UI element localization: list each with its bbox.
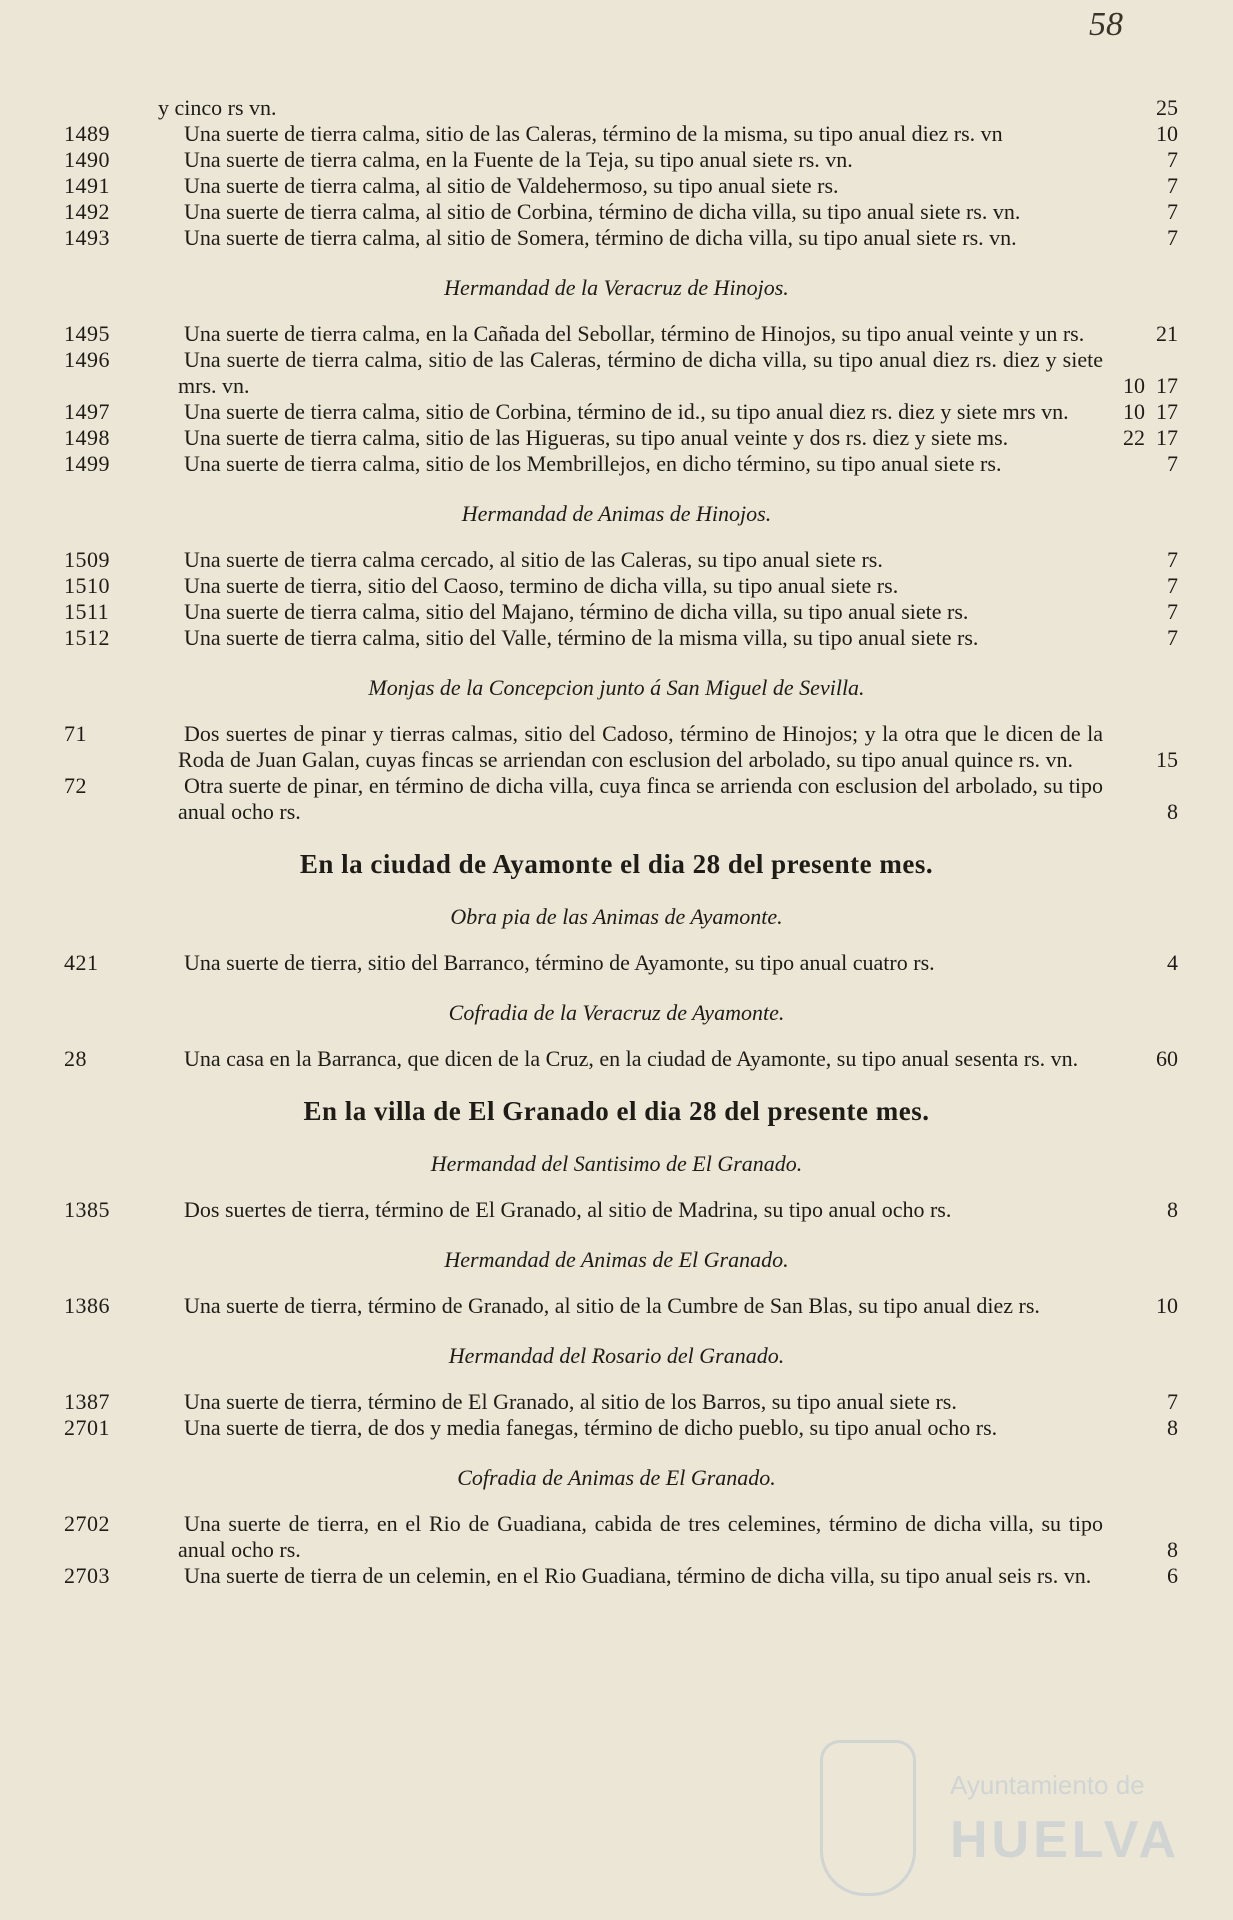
annual-value: 22 17 [1123, 425, 1178, 450]
locality-heading: En la ciudad de Ayamonte el dia 28 del presente mes. [299, 849, 934, 879]
lot-description: Una suerte de tierra calma, sitio del Valle, término de la misma villa, su tipo anual siete rs. [184, 625, 979, 650]
lot-description: Una suerte de tierra, de dos y media fanegas, término de dicho pueblo, su tipo anual ocho rs. [184, 1415, 998, 1440]
lot-number: 28 [64, 1046, 87, 1071]
lot-description: Una suerte de tierra, en el Rio de Guadiana, cabida de tres celemines, término de dicha villa, su tipo anual ocho rs. [178, 1511, 1103, 1562]
lot-description: Una suerte de tierra calma, al sitio de Corbina, término de dicha villa, su tipo anual siete rs. vn. [184, 199, 1021, 224]
watermark [820, 1740, 1181, 1890]
watermark-line1: Ayuntamiento de [950, 1770, 1145, 1800]
lot-description: Una suerte de tierra calma, en la Fuente de la Teja, su tipo anual siete rs. vn. [184, 147, 853, 172]
list-item [0, 121, 1233, 147]
lot-description: Una suerte de tierra, término de El Granado, al sitio de los Barros, su tipo anual siete rs. [184, 1389, 957, 1414]
annual-value: 10 [1156, 1293, 1178, 1318]
list-item [0, 547, 1233, 573]
list-item [0, 347, 1233, 399]
list-item [0, 1415, 1233, 1441]
lot-description: Una suerte de tierra calma, al sitio de Somera, término de dicha villa, su tipo anual siete rs. vn. [184, 225, 1017, 250]
list-item [0, 399, 1233, 425]
list-item [0, 1511, 1233, 1563]
list-item [0, 1293, 1233, 1319]
lot-description: Una suerte de tierra, sitio del Caoso, termino de dicha villa, su tipo anual siete rs. [184, 573, 899, 598]
list-item [0, 199, 1233, 225]
lot-number: 1386 [64, 1293, 110, 1318]
annual-value: 8 [1167, 1197, 1178, 1222]
annual-value: 7 [1167, 573, 1178, 598]
lot-number: 1509 [64, 547, 110, 572]
lot-description: Una suerte de tierra calma, sitio de Corbina, término de id., su tipo anual diez rs. diez y siete mrs vn. [184, 399, 1069, 424]
lot-number: 1489 [64, 121, 110, 146]
list-item [0, 225, 1233, 251]
lot-number: 421 [64, 950, 99, 975]
lot-description: Una suerte de tierra calma, en la Cañada del Sebollar, término de Hinojos, su tipo anual veinte y un rs. [184, 321, 1085, 346]
annual-value: 60 [1156, 1046, 1178, 1071]
lot-description: Otra suerte de pinar, en término de dicha villa, cuya finca se arrienda con esclusion del arbolado, su tipo anual ocho rs. [178, 773, 1103, 824]
section-heading: Hermandad de la Veracruz de Hinojos. [444, 275, 789, 300]
list-item [0, 451, 1233, 477]
list-item [0, 599, 1233, 625]
lot-number: 72 [64, 773, 87, 798]
annual-value: 10 17 [1123, 399, 1178, 424]
list-item [0, 1563, 1233, 1589]
lot-number: 1498 [64, 425, 110, 450]
watermark-line2: HUELVA [950, 1811, 1181, 1869]
annual-value: 6 [1167, 1563, 1178, 1588]
list-item [0, 625, 1233, 651]
lot-number: 1496 [64, 347, 110, 372]
annual-value: 7 [1167, 173, 1178, 198]
annual-value: 7 [1167, 599, 1178, 624]
list-item [0, 95, 1233, 121]
annual-value: 15 [1156, 747, 1178, 772]
annual-value: 7 [1167, 199, 1178, 224]
lot-number: 1385 [64, 1197, 110, 1222]
lot-description: Una suerte de tierra calma, al sitio de Valdehermoso, su tipo anual siete rs. [184, 173, 839, 198]
annual-value: 21 [1156, 321, 1178, 346]
lot-number: 1497 [64, 399, 110, 424]
section-heading: Hermandad de Animas de El Granado. [444, 1247, 789, 1272]
list-item [0, 147, 1233, 173]
lot-number: 1492 [64, 199, 110, 224]
list-item [0, 1389, 1233, 1415]
lot-description: Dos suertes de tierra, término de El Granado, al sitio de Madrina, su tipo anual ocho rs. [184, 1197, 952, 1222]
lot-number: 1495 [64, 321, 110, 346]
section-heading: Hermandad de Animas de Hinojos. [461, 501, 772, 526]
lot-description: Una suerte de tierra calma, sitio de las Higueras, su tipo anual veinte y dos rs. diez y siete ms. [184, 425, 1009, 450]
coat-of-arms-icon [820, 1740, 916, 1896]
lot-number: 1510 [64, 573, 110, 598]
annual-value: 25 [1156, 95, 1178, 120]
annual-value: 8 [1167, 1415, 1178, 1440]
lot-description: Una suerte de tierra calma, sitio de las Caleras, término de dicha villa, su tipo anual diez rs. diez y siete mrs. vn. [178, 347, 1103, 398]
lot-description: Una suerte de tierra de un celemin, en el Rio Guadiana, término de dicha villa, su tipo anual seis rs. vn. [184, 1563, 1092, 1588]
lot-description: Una suerte de tierra calma, sitio del Majano, término de dicha villa, su tipo anual siete rs. [184, 599, 969, 624]
lot-number: 1387 [64, 1389, 110, 1414]
list-item [0, 773, 1233, 825]
lot-number: 1493 [64, 225, 110, 250]
annual-value: 4 [1167, 950, 1178, 975]
annual-value: 10 17 [1123, 373, 1178, 398]
section-heading: Monjas de la Concepcion junto á San Miguel de Sevilla. [368, 675, 865, 700]
locality-heading: En la villa de El Granado el dia 28 del presente mes. [303, 1096, 930, 1126]
list-item [0, 1197, 1233, 1223]
annual-value: 8 [1167, 1537, 1178, 1562]
list-item [0, 425, 1233, 451]
list-item [0, 573, 1233, 599]
lot-number: 1511 [64, 599, 110, 624]
lot-number: 2701 [64, 1415, 110, 1440]
list-item [0, 950, 1233, 976]
list-item [0, 321, 1233, 347]
lot-number: 1499 [64, 451, 110, 476]
lot-description: y cinco rs vn. [158, 95, 277, 120]
section-heading: Cofradia de Animas de El Granado. [457, 1465, 776, 1490]
annual-value: 7 [1167, 225, 1178, 250]
annual-value: 7 [1167, 547, 1178, 572]
document-body [0, 95, 1233, 1589]
folio-number: 58 [1089, 6, 1123, 43]
lot-number: 1512 [64, 625, 110, 650]
annual-value: 7 [1167, 625, 1178, 650]
annual-value: 7 [1167, 1389, 1178, 1414]
lot-number: 2702 [64, 1511, 110, 1536]
lot-description: Una suerte de tierra, sitio del Barranco, término de Ayamonte, su tipo anual cuatro rs. [184, 950, 935, 975]
lot-number: 1491 [64, 173, 110, 198]
annual-value: 10 [1156, 121, 1178, 146]
annual-value: 8 [1167, 799, 1178, 824]
lot-description: Una suerte de tierra, término de Granado, al sitio de la Cumbre de San Blas, su tipo anual diez rs. [184, 1293, 1040, 1318]
section-heading: Cofradia de la Veracruz de Ayamonte. [448, 1000, 785, 1025]
annual-value: 7 [1167, 451, 1178, 476]
list-item [0, 721, 1233, 773]
section-heading: Hermandad del Rosario del Granado. [448, 1343, 785, 1368]
list-item [0, 173, 1233, 199]
section-heading: Hermandad del Santisimo de El Granado. [430, 1151, 803, 1176]
lot-number: 2703 [64, 1563, 110, 1588]
lot-description: Una suerte de tierra calma, sitio de las Caleras, término de la misma, su tipo anual diez rs. vn [184, 121, 1003, 146]
lot-description: Una casa en la Barranca, que dicen de la Cruz, en la ciudad de Ayamonte, su tipo anual sesenta rs. vn. [184, 1046, 1079, 1071]
annual-value: 7 [1167, 147, 1178, 172]
lot-description: Una suerte de tierra calma, sitio de los Membrillejos, en dicho término, su tipo anual siete rs. [184, 451, 1002, 476]
section-heading: Obra pia de las Animas de Ayamonte. [450, 904, 783, 929]
lot-description: Dos suertes de pinar y tierras calmas, sitio del Cadoso, término de Hinojos; y la otra que le dicen de la Roda de Juan Galan, cuyas fincas se arriendan con esclusion del arbolado, su tipo anual quince rs. vn. [178, 721, 1103, 772]
lot-number: 71 [64, 721, 87, 746]
lot-description: Una suerte de tierra calma cercado, al sitio de las Caleras, su tipo anual siete rs. [184, 547, 883, 572]
lot-number: 1490 [64, 147, 110, 172]
list-item [0, 1046, 1233, 1072]
